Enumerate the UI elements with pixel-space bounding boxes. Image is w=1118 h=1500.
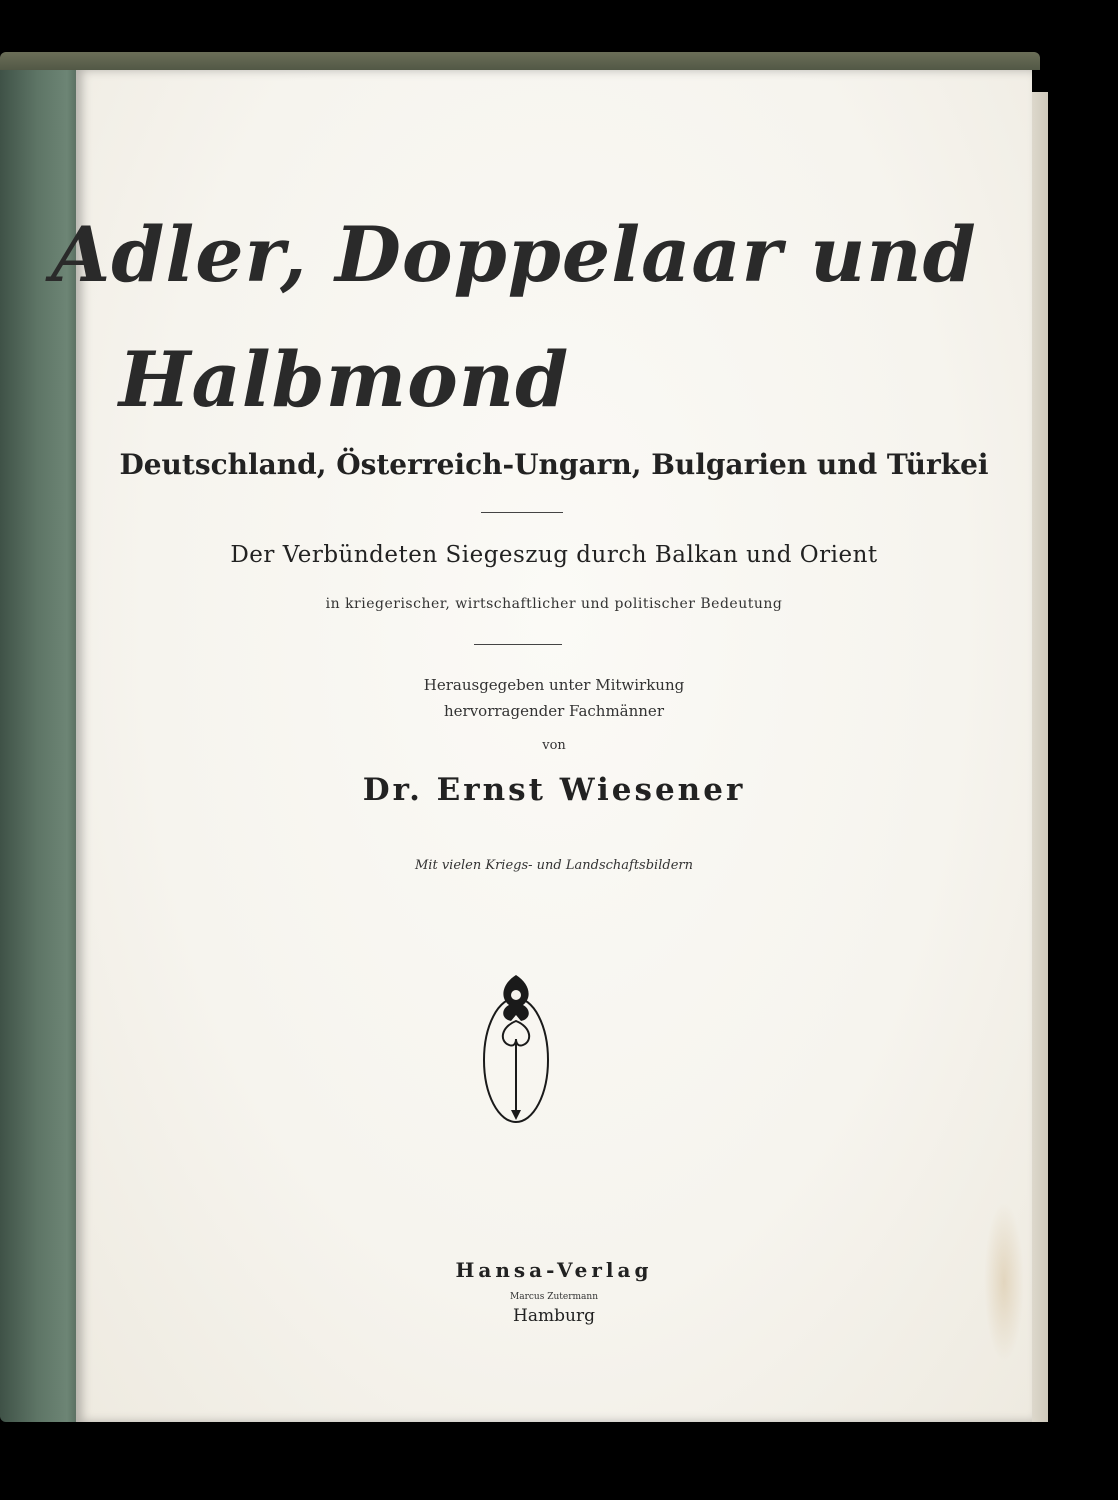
author-name: Dr. Ernst Wiesener xyxy=(362,772,746,808)
title-line-1: Adler, Doppelaar und xyxy=(51,210,977,299)
book-cover-top xyxy=(0,52,1040,70)
ornament-emblem-icon xyxy=(481,965,551,1125)
subtitle: Deutschland, Österreich-Ungarn, Bulgarien und Türkei xyxy=(119,448,989,481)
tagline: Der Verbündeten Siegeszug durch Balkan und Orient xyxy=(230,542,878,568)
title-page xyxy=(51,70,1032,1422)
title-line-2: Halbmond xyxy=(118,335,570,424)
editor-line-2: hervorragender Fachmänner xyxy=(444,702,664,720)
divider-2 xyxy=(474,644,562,645)
editor-line-1: Herausgegeben unter Mitwirkung xyxy=(423,676,685,694)
publisher-city: Hamburg xyxy=(513,1306,595,1326)
tagline-sub: in kriegerischer, wirtschaftlicher und politischer Bedeutung xyxy=(325,596,783,612)
publisher-owner: Marcus Zutermann xyxy=(510,1292,598,1302)
divider-1 xyxy=(481,512,563,513)
title-page-content xyxy=(51,70,1032,1422)
illustrations-note: Mit vielen Kriegs- und Landschaftsbildern xyxy=(415,858,693,873)
by-line: von xyxy=(542,738,566,753)
publisher-name: Hansa-Verlag xyxy=(455,1258,653,1282)
